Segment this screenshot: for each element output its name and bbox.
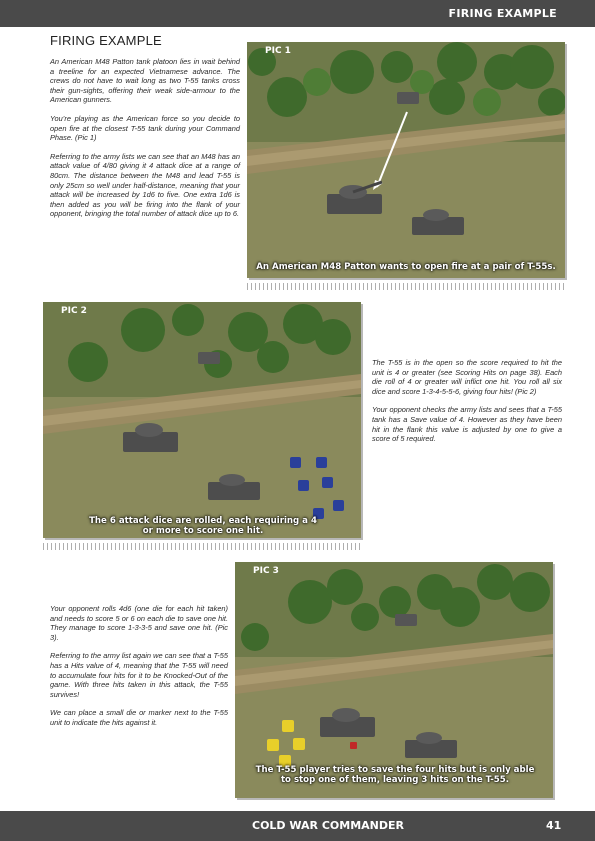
pic1-label: PIC 1 bbox=[265, 46, 291, 56]
intro-paragraph-2: You’re playing as the American force so you decide to open fire at the closest T-55 tank during your Command Phase. (Pic 1) bbox=[50, 113, 240, 143]
middle-paragraph-1: The T-55 is in the open so the score required to hit the unit is 4 or greater (see Scoring Hits on page 38). Each die roll of 4 or greater will inflict one hit. You roll all six dice and score 1-3-4-5-5-6, giving four hits! (Pic 2) bbox=[372, 358, 562, 396]
lower-paragraph-3: We can place a small die or marker next to the T-55 unit to indicate the hits against it. bbox=[50, 708, 228, 727]
die-icon bbox=[350, 742, 357, 749]
pic2-label: PIC 2 bbox=[61, 306, 87, 316]
lower-paragraph-2: Referring to the army list again we can see that a T-55 has a Hits value of 4, meaning that the T-55 will need to accumulate four hits for it to be Knocked-Out of the game. With three hits taken in this attack, the T-55 survives! bbox=[50, 651, 228, 699]
top-header-bar bbox=[0, 0, 595, 27]
ruler-decoration bbox=[43, 543, 363, 550]
pic2-image bbox=[43, 302, 361, 538]
pic2-caption: The 6 attack dice are rolled, each requiring a 4 or more to score one hit. bbox=[89, 516, 317, 536]
pic1-image bbox=[247, 42, 565, 278]
intro-text bbox=[50, 57, 240, 219]
pic3-label: PIC 3 bbox=[253, 566, 279, 576]
ruler-decoration bbox=[247, 283, 567, 290]
lower-text bbox=[50, 604, 228, 728]
pic3-photo bbox=[235, 562, 553, 798]
page-number: 41 bbox=[546, 819, 562, 832]
section-header: FIRING EXAMPLE bbox=[448, 7, 557, 20]
pic2-photo bbox=[43, 302, 361, 538]
pic3-caption: The T-55 player tries to save the four hits but is only able to stop one of them, leaving 3 hits on the T-55. bbox=[255, 765, 535, 785]
page-title: FIRING EXAMPLE bbox=[50, 33, 162, 48]
pic1-caption: An American M48 Patton wants to open fire at a pair of T-55s. bbox=[256, 262, 556, 272]
intro-paragraph-1: An American M48 Patton tank platoon lies in wait behind a treeline for an expected Vietnamese advance. The crews do not have to wait long as two T-55 tanks cross their gun-sights, offering their weak side-armour to the American gunners. bbox=[50, 57, 240, 105]
footer-bar bbox=[0, 811, 595, 841]
lower-paragraph-1: Your opponent rolls 4d6 (one die for each hit taken) and needs to score 5 or 6 on each die to save one hit. They manage to score 1-3-3-5 and save one hit. (Pic 3). bbox=[50, 604, 228, 642]
middle-paragraph-2: Your opponent checks the army lists and sees that a T-55 tank has a Save value of 4. However as they have been hit in the flank this value is adjusted by one to give a score of 5 required. bbox=[372, 405, 562, 444]
pic3-image bbox=[235, 562, 553, 798]
middle-text bbox=[372, 358, 562, 444]
intro-paragraph-3: Referring to the army lists we can see that an M48 has an attack value of 4/80 giving it 4 attack dice at a range of 80cm. The distance between the M48 and lead T-55 is only 25cm so well under half-distance, meaning that your attack will be increased by 1d6 to five. One extra 1d6 is then added as you will be firing into the flank of your opponent, bringing the total number of attack dice up to 6. bbox=[50, 151, 240, 219]
pic1-photo bbox=[247, 42, 565, 278]
footer-title: COLD WAR COMMANDER bbox=[252, 819, 404, 832]
